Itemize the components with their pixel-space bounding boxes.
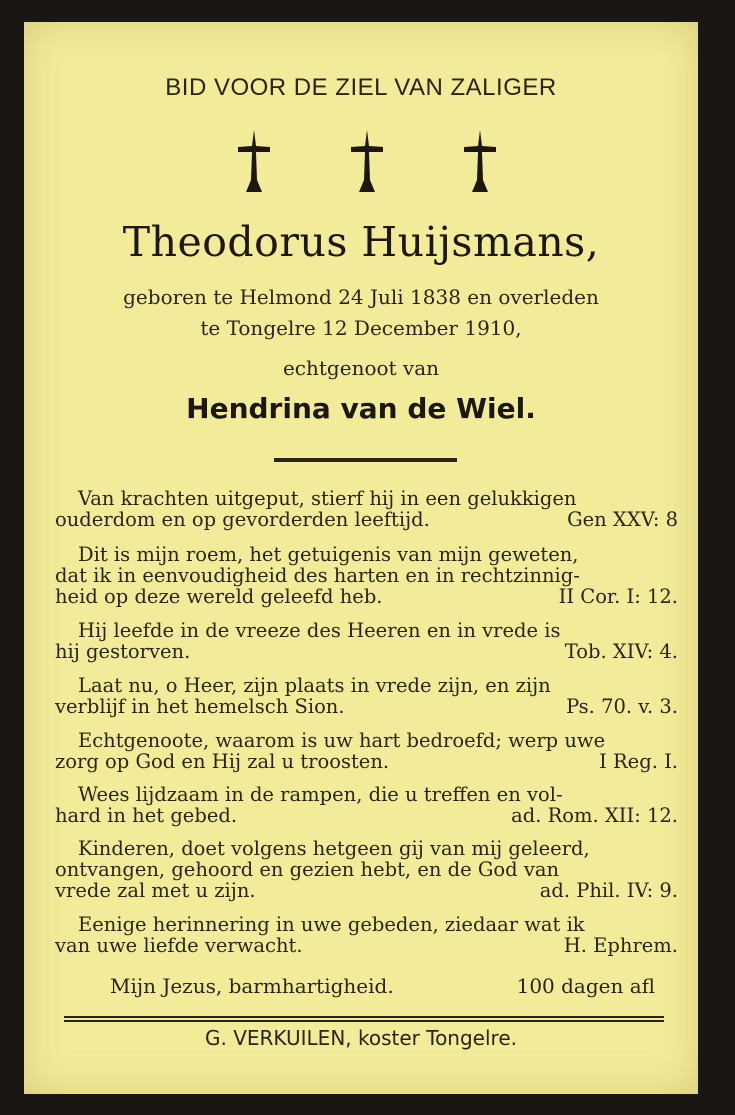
verse-reference: Ps. 70. v. 3.: [566, 695, 678, 718]
verse-line: verblijf in het hemelsch Sion. Ps. 70. v. 3.: [55, 695, 678, 718]
verse-1: [55, 488, 678, 530]
cross-icon: [462, 130, 498, 192]
indulgence: 100 dagen afl: [516, 974, 655, 998]
verse-line: Van krachten uitgeput, stierf hij in een gelukkigen: [78, 487, 577, 510]
verse-line: Hij leefde in de vreeze des Heeren en in vrede is: [78, 619, 561, 642]
verse-reference: II Cor. I: 12.: [558, 585, 678, 608]
verse-reference: Tob. XIV: 4.: [564, 640, 678, 663]
prayer-row: [110, 974, 655, 998]
verse-reference: ad. Rom. XII: 12.: [511, 804, 678, 827]
verse-line: Laat nu, o Heer, zijn plaats in vrede zijn, en zijn: [78, 674, 551, 697]
birth-death-line-1: geboren te Helmond 24 Juli 1838 en overleden: [123, 285, 599, 309]
verse-5: [55, 730, 678, 772]
crosses: [24, 130, 698, 192]
spouse-of-label: echtgenoot van: [282, 356, 440, 380]
verse-8: [55, 914, 678, 956]
verse-line: ontvangen, gehoord en gezien hebt, en de God van: [55, 858, 560, 881]
cross-icon: [349, 130, 385, 192]
verse-line: Dit is mijn roem, het getuigenis van mijn geweten,: [78, 543, 579, 566]
verse-line: Kinderen, doet volgens hetgeen gij van mij geleerd,: [78, 837, 590, 860]
prayer: Mijn Jezus, barmhartigheid.: [110, 974, 394, 998]
verse-3: [55, 620, 678, 662]
verse-line: Eenige herinnering in uwe gebeden, ziedaar wat ik: [78, 913, 585, 936]
birth-death-line-2: te Tongelre 12 December 1910,: [200, 316, 522, 340]
spouse-name: Hendrina van de Wiel.: [186, 392, 536, 425]
verse-line: dat ik in eenvoudigheid des harten en in rechtzinnig-: [55, 564, 580, 587]
printer-credit: G. VERKUILEN, koster Tongelre.: [205, 1026, 517, 1050]
memorial-card: [24, 22, 698, 1094]
verse-line: vrede zal met u zijn. ad. Phil. IV: 9.: [55, 879, 678, 902]
verse-7: [55, 838, 678, 901]
cross-icon: [236, 130, 272, 192]
card-header: BID VOOR DE ZIEL VAN ZALIGER: [165, 74, 557, 101]
verse-line: zorg op God en Hij zal u troosten. I Reg. I.: [55, 750, 678, 773]
verse-6: [55, 784, 678, 826]
verse-4: [55, 675, 678, 717]
verse-line: Echtgenoote, waarom is uw hart bedroefd; werp uwe: [78, 729, 606, 752]
verse-line: hij gestorven. Tob. XIV: 4.: [55, 640, 678, 663]
verse-reference: H. Ephrem.: [563, 934, 678, 957]
verse-line: Wees lijdzaam in de rampen, die u treffen en vol-: [78, 783, 563, 806]
deceased-name: Theodorus Huijsmans,: [122, 218, 600, 266]
verse-line: ouderdom en op gevorderden leeftijd. Gen XXV: 8: [55, 508, 678, 531]
verse-2: [55, 544, 678, 607]
verse-line: van uwe liefde verwacht. H. Ephrem.: [55, 934, 678, 957]
divider: [274, 458, 457, 462]
bottom-divider: [64, 1020, 664, 1022]
verse-line: heid op deze wereld geleefd heb. II Cor. I: 12.: [55, 585, 678, 608]
verse-line: hard in het gebed. ad. Rom. XII: 12.: [55, 804, 678, 827]
verse-reference: I Reg. I.: [599, 750, 678, 773]
verse-reference: ad. Phil. IV: 9.: [539, 879, 678, 902]
bottom-divider: [64, 1016, 664, 1018]
verse-reference: Gen XXV: 8: [567, 508, 678, 531]
